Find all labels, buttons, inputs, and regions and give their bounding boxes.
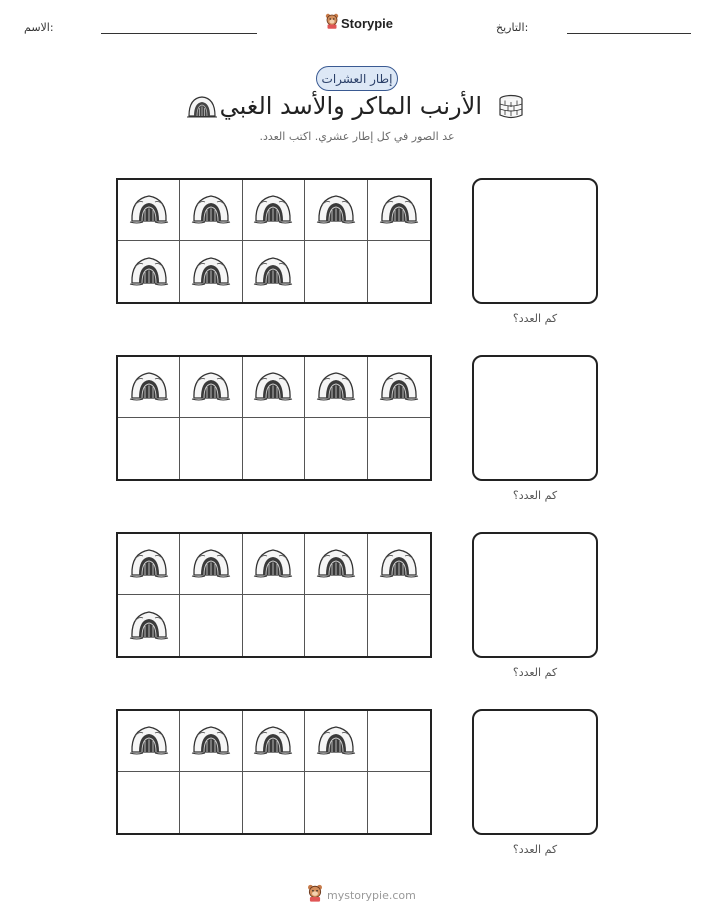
- ten-frame-cell: [305, 241, 367, 302]
- ten-frame-cell: [243, 772, 305, 833]
- answer-box[interactable]: [472, 355, 598, 481]
- ten-frame: [116, 709, 432, 835]
- cave-icon: [253, 253, 293, 291]
- cave-icon: [191, 253, 231, 291]
- ten-frame-cell: [118, 418, 180, 479]
- worksheet-title: الأرنب الماكر والأسد الغبي: [219, 92, 482, 120]
- bear-mascot-icon: [307, 884, 323, 906]
- ten-frame-cell: [180, 534, 242, 595]
- cave-icon: [316, 368, 356, 406]
- ten-frame-cell: [243, 241, 305, 302]
- ten-frame-cell: [243, 357, 305, 418]
- cave-icon: [187, 94, 217, 122]
- ten-frame-cell: [180, 418, 242, 479]
- ten-frame-cell: [305, 772, 367, 833]
- answer-box[interactable]: [472, 532, 598, 658]
- ten-frame-cell: [118, 357, 180, 418]
- answer-box[interactable]: [472, 178, 598, 304]
- date-label: التاريخ:: [496, 21, 529, 34]
- ten-frame-cell: [368, 357, 430, 418]
- ten-frame-cell: [118, 711, 180, 772]
- cave-icon: [253, 722, 293, 760]
- cave-icon: [253, 545, 293, 583]
- ten-frame-cell: [180, 180, 242, 241]
- ten-frame-cell: [180, 772, 242, 833]
- ten-frame-cell: [118, 534, 180, 595]
- ten-frame-cell: [243, 595, 305, 656]
- ten-frame-cell: [180, 595, 242, 656]
- brand-name: Storypie: [341, 15, 394, 31]
- count-prompt: كم العدد؟: [512, 666, 558, 679]
- ten-frame-cell: [180, 241, 242, 302]
- cave-icon: [316, 545, 356, 583]
- ten-frame-cell: [118, 595, 180, 656]
- cave-icon: [191, 191, 231, 229]
- ten-frame-cell: [368, 772, 430, 833]
- cave-icon: [253, 191, 293, 229]
- ten-frame-cell: [243, 418, 305, 479]
- cave-icon: [129, 607, 169, 645]
- count-prompt: كم العدد؟: [512, 843, 558, 856]
- ten-frame-cell: [118, 241, 180, 302]
- well-icon: [497, 94, 525, 124]
- name-field[interactable]: [101, 33, 257, 34]
- ten-frame-cell: [305, 418, 367, 479]
- ten-frame-cell: [368, 595, 430, 656]
- count-prompt: كم العدد؟: [512, 489, 558, 502]
- answer-box[interactable]: [472, 709, 598, 835]
- ten-frame-cell: [118, 772, 180, 833]
- worksheet-instructions: عد الصور في كل إطار عشري. اكتب العدد.: [259, 130, 455, 143]
- cave-icon: [129, 722, 169, 760]
- footer-url[interactable]: mystorypie.com: [327, 888, 416, 902]
- ten-frame-cell: [368, 534, 430, 595]
- ten-frame-cell: [305, 711, 367, 772]
- name-label: الاسم:: [24, 21, 54, 34]
- ten-frame-cell: [368, 418, 430, 479]
- cave-icon: [379, 191, 419, 229]
- cave-icon: [253, 368, 293, 406]
- cave-icon: [191, 722, 231, 760]
- ten-frame-cell: [305, 180, 367, 241]
- footer: [307, 884, 416, 906]
- ten-frame: [116, 178, 432, 304]
- cave-icon: [129, 368, 169, 406]
- cave-icon: [129, 191, 169, 229]
- bear-mascot-icon: [325, 13, 339, 33]
- ten-frame: [116, 532, 432, 658]
- cave-icon: [379, 368, 419, 406]
- ten-frame-cell: [368, 241, 430, 302]
- cave-icon: [129, 545, 169, 583]
- ten-frame-cell: [368, 180, 430, 241]
- ten-frame: [116, 355, 432, 481]
- cave-icon: [316, 191, 356, 229]
- count-prompt: كم العدد؟: [512, 312, 558, 325]
- ten-frame-cell: [305, 595, 367, 656]
- ten-frame-cell: [243, 711, 305, 772]
- ten-frame-cell: [243, 534, 305, 595]
- ten-frame-cell: [305, 534, 367, 595]
- ten-frame-cell: [368, 711, 430, 772]
- date-field[interactable]: [567, 33, 691, 34]
- ten-frame-cell: [243, 180, 305, 241]
- ten-frame-cell: [180, 711, 242, 772]
- ten-frame-cell: [180, 357, 242, 418]
- worksheet-type-badge: إطار العشرات: [316, 66, 398, 91]
- ten-frame-cell: [305, 357, 367, 418]
- cave-icon: [379, 545, 419, 583]
- cave-icon: [191, 545, 231, 583]
- cave-icon: [316, 722, 356, 760]
- cave-icon: [191, 368, 231, 406]
- ten-frame-cell: [118, 180, 180, 241]
- brand-logo: [325, 13, 393, 33]
- cave-icon: [129, 253, 169, 291]
